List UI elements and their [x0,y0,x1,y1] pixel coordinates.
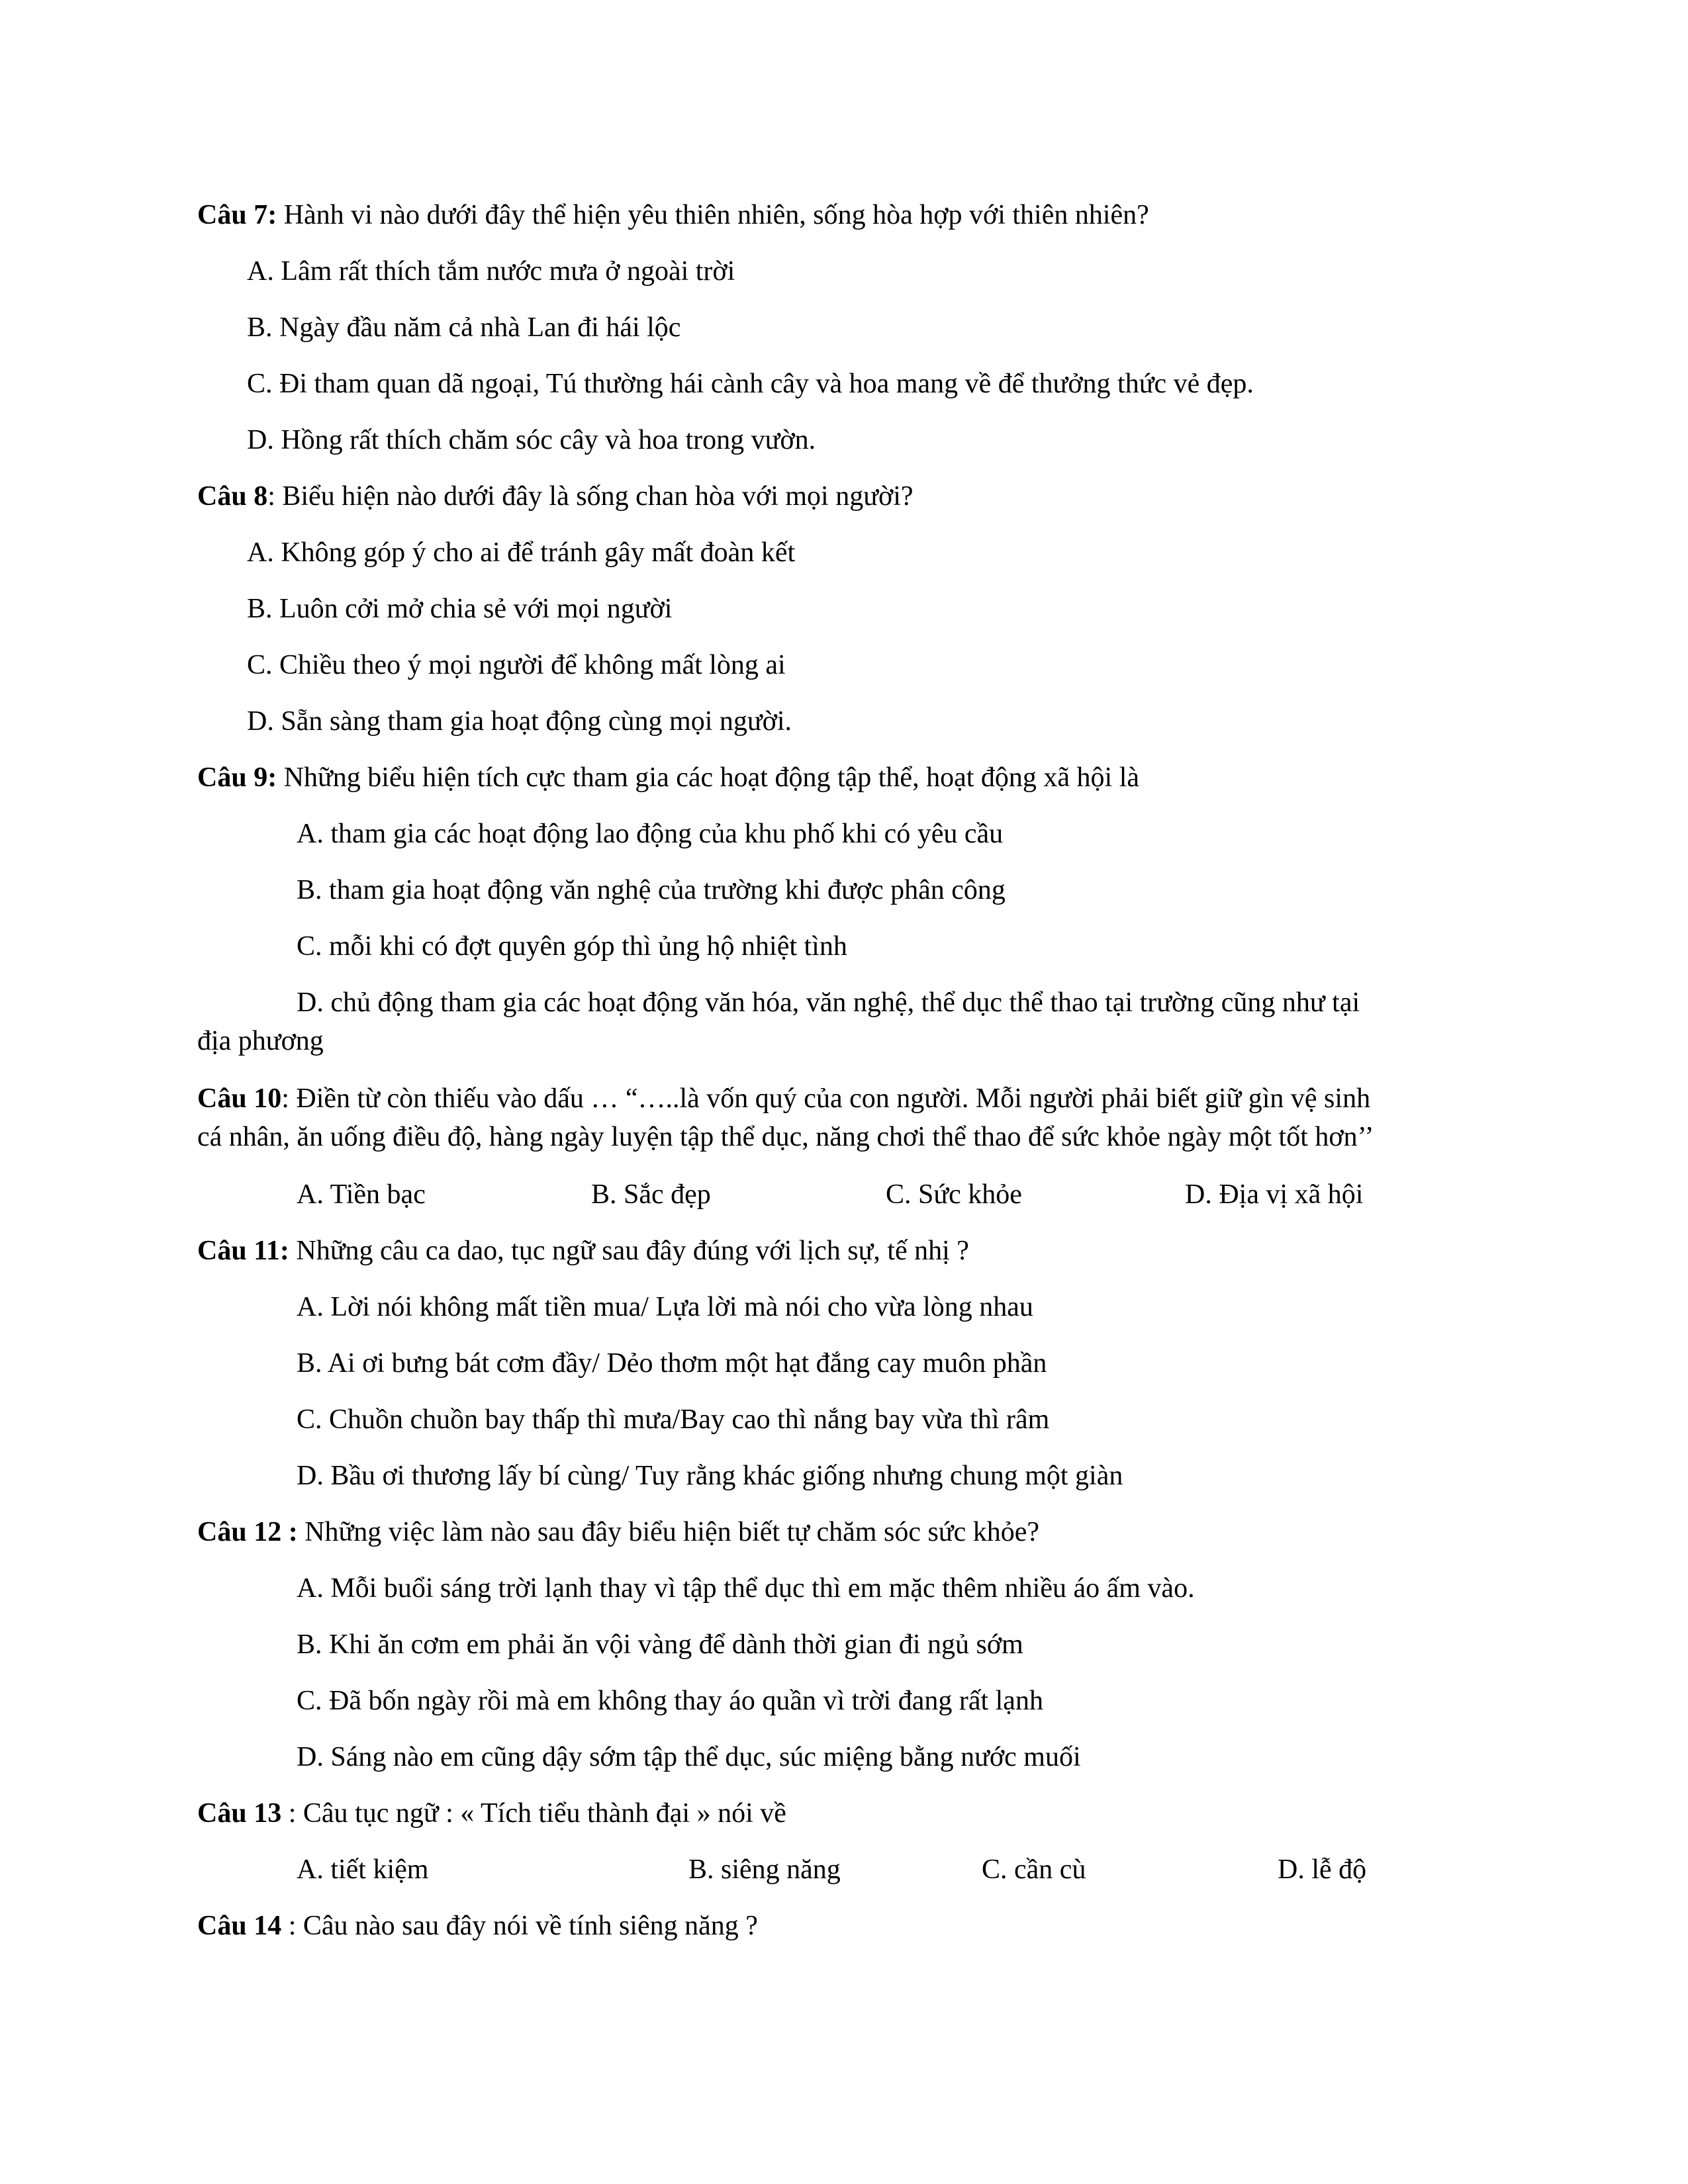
question-8-option-c: C. Chiều theo ý mọi người để không mất lòng ai [247,650,786,680]
question-9-option-d: D. chủ động tham gia các hoạt động văn hóa, văn nghệ, thể dục thể thao tại trường cũng như tại [297,987,1360,1018]
question-14-label: Câu 14 [197,1911,282,1941]
question-10-label: Câu 10 [197,1083,282,1114]
question-11-option-a: A. Lời nói không mất tiền mua/ Lựa lời mà nói cho vừa lòng nhau [297,1292,1033,1322]
question-12 [197,1516,1039,1549]
question-12-option-c: C. Đã bốn ngày rồi mà em không thay áo quần vì trời đang rất lạnh [297,1686,1043,1716]
question-11-option-c: C. Chuồn chuồn bay thấp thì mưa/Bay cao thì nắng bay vừa thì râm [297,1404,1050,1435]
question-12-option-d: D. Sáng nào em cũng dậy sớm tập thể dục, súc miệng bằng nước muối [297,1742,1081,1772]
question-13-text: : Câu tục ngữ : « Tích tiểu thành đại » nói về [281,1798,786,1829]
question-14-text: : Câu nào sau đây nói về tính siêng năng ? [281,1911,758,1941]
question-14 [197,1909,758,1942]
question-13-option-c: C. cần cù [982,1854,1086,1885]
question-11 [197,1234,969,1267]
question-8-text: : Biểu hiện nào dưới đây là sống chan hòa với mọi người? [267,481,914,512]
question-8-option-a: A. Không góp ý cho ai để tránh gây mất đoàn kết [247,537,796,568]
question-9-option-d-continuation: địa phương [197,1026,324,1056]
question-8-option-d: D. Sẵn sàng tham gia hoạt động cùng mọi người. [247,706,792,737]
question-9 [197,761,1139,794]
question-11-text: Những câu ca dao, tục ngữ sau đây đúng với lịch sự, tế nhị ? [289,1236,969,1266]
question-9-option-b: B. tham gia hoạt động văn nghệ của trường khi được phân công [297,875,1006,905]
question-10-option-b: B. Sắc đẹp [591,1179,711,1210]
question-12-option-b: B. Khi ăn cơm em phải ăn vội vàng để dành thời gian đi ngủ sớm [297,1629,1023,1660]
question-10-option-a: A. Tiền bạc [297,1179,426,1210]
question-13-label: Câu 13 [197,1798,282,1829]
question-9-option-a: A. tham gia các hoạt động lao động của khu phố khi có yêu cầu [297,819,1004,849]
question-13-option-b: B. siêng năng [688,1854,841,1885]
question-8-label: Câu 8 [197,481,268,512]
question-7-option-b: B. Ngày đầu năm cả nhà Lan đi hái lộc [247,312,681,343]
question-12-text: Những việc làm nào sau đây biểu hiện biết tự chăm sóc sức khỏe? [297,1517,1039,1547]
question-10-option-c: C. Sức khỏe [886,1179,1022,1210]
question-7-label: Câu 7: [197,200,277,230]
question-9-text: Những biểu hiện tích cực tham gia các hoạt động tập thể, hoạt động xã hội là [277,762,1140,793]
question-7-option-a: A. Lâm rất thích tắm nước mưa ở ngoài trời [247,256,735,287]
question-9-option-c: C. mỗi khi có đợt quyên góp thì ủng hộ nhiệt tình [297,931,847,962]
question-13-option-a: A. tiết kiệm [297,1854,429,1885]
question-11-option-b: B. Ai ơi bưng bát cơm đầy/ Dẻo thơm một hạt đắng cay muôn phần [297,1348,1047,1379]
question-12-label: Câu 12 : [197,1517,298,1547]
question-7 [197,199,1149,232]
question-10-option-d: D. Địa vị xã hội [1185,1179,1364,1210]
question-11-option-d: D. Bầu ơi thương lấy bí cùng/ Tuy rằng khác giống nhưng chung một giàn [297,1461,1123,1491]
question-10 [197,1082,1370,1115]
question-10-text-continuation: cá nhân, ăn uống điều độ, hàng ngày luyện tập thể dục, năng chơi thể thao để sức khỏe ngày một tốt hơn’’ [197,1122,1374,1152]
question-12-option-a: A. Mỗi buổi sáng trời lạnh thay vì tập thể dục thì em mặc thêm nhiều áo ấm vào. [297,1573,1195,1604]
question-10-text: : Điền từ còn thiếu vào dấu … “…..là vốn quý của con người. Mỗi người phải biết giữ gìn vệ sinh [281,1083,1371,1114]
question-9-label: Câu 9: [197,762,277,793]
question-8 [197,480,914,513]
question-11-label: Câu 11: [197,1236,289,1266]
question-7-option-c: C. Đi tham quan dã ngoại, Tú thường hái cành cây và hoa mang về để thưởng thức vẻ đẹp. [247,369,1254,399]
question-13 [197,1797,786,1830]
question-7-option-d: D. Hồng rất thích chăm sóc cây và hoa trong vườn. [247,425,816,455]
question-8-option-b: B. Luôn cởi mở chia sẻ với mọi người [247,594,673,624]
question-13-option-d: D. lễ độ [1278,1854,1367,1885]
question-7-text: Hành vi nào dưới đây thể hiện yêu thiên nhiên, sống hòa hợp với thiên nhiên? [277,200,1149,230]
